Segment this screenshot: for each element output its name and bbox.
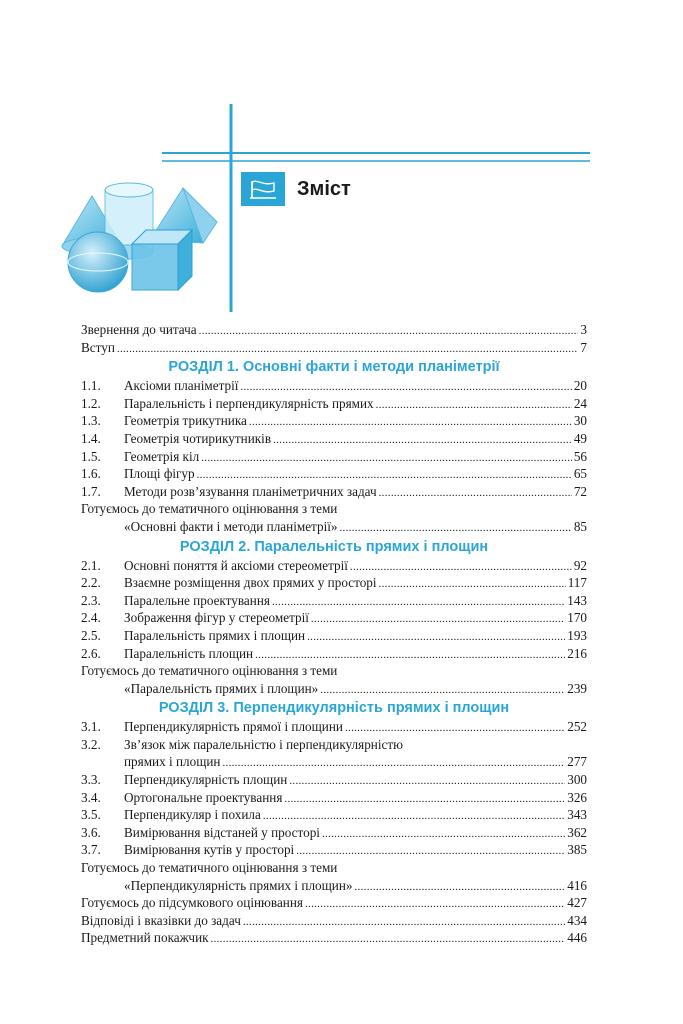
entry-label: Взаємне розміщення двох прямих у просторі [124, 575, 377, 591]
toc-entry[interactable] [81, 789, 587, 807]
dot-leader [243, 914, 565, 932]
entry-label: Паралельність прямих і площин [124, 627, 306, 643]
toc-entry[interactable] [81, 609, 587, 627]
toc-entry[interactable] [81, 395, 587, 413]
dot-leader [355, 879, 566, 897]
entry-label: Перпендикулярність прямої і площини [124, 719, 343, 735]
title-block [241, 172, 351, 206]
toc-entry[interactable] [81, 806, 587, 824]
entry-number: 2.4. [81, 610, 101, 626]
entry-number: 1.5. [81, 448, 101, 464]
page-number: 252 [567, 719, 587, 735]
page-number: 434 [567, 912, 587, 928]
page-number: 56 [573, 448, 587, 464]
page-number: 65 [573, 466, 587, 482]
toc-entry[interactable] [81, 483, 587, 501]
toc-entry[interactable] [81, 377, 587, 395]
dot-leader [322, 826, 565, 844]
entry-label: Готуємось до підсумкового оцінювання [81, 895, 303, 911]
toc-entry[interactable] [81, 736, 587, 754]
dot-leader [249, 414, 572, 432]
dot-leader [376, 397, 572, 415]
page-number: 85 [573, 518, 587, 534]
entry-label: Відповіді і вказівки до задач [81, 912, 241, 928]
entry-number: 1.3. [81, 413, 101, 429]
toc-entry[interactable] [81, 645, 587, 663]
dot-leader [211, 931, 566, 949]
page-number: 49 [573, 430, 587, 446]
dot-leader [379, 576, 566, 594]
entry-number: 1.2. [81, 395, 101, 411]
page-number: 143 [567, 592, 587, 608]
page-number: 427 [567, 895, 587, 911]
toc-entry[interactable] [81, 824, 587, 842]
toc-entry[interactable] [81, 912, 587, 930]
toc-entry[interactable] [81, 321, 587, 339]
page-number: 277 [567, 754, 587, 770]
toc-entry[interactable] [81, 518, 587, 536]
entry-number: 3.2. [81, 736, 101, 752]
section-heading: РОЗДІЛ 3. Перпендикулярність прямих і площин [158, 700, 510, 717]
entry-label: прямих і площин [124, 754, 221, 770]
entry-label: Ортогональне проектування [124, 789, 283, 805]
entry-label: Основні поняття й аксіоми стереометрії [124, 557, 348, 573]
toc-entry[interactable] [81, 894, 587, 912]
entry-label: Зв’язок між паралельністю і перпендикулярністю [124, 736, 403, 752]
section-heading: РОЗДІЛ 1. Основні факти і методи планіметрії [168, 359, 500, 376]
page-number: 343 [567, 807, 587, 823]
entry-number: 2.6. [81, 645, 101, 661]
page-number: 72 [573, 483, 587, 499]
page-number: 3 [580, 322, 587, 337]
entry-label: Паралельність і перпендикулярність прямих [124, 395, 374, 411]
dot-leader [117, 341, 579, 359]
entry-label: Методи розв’язування планіметричних задач [124, 483, 377, 499]
dot-leader [289, 773, 565, 791]
dot-leader [284, 791, 565, 809]
dot-leader [379, 485, 572, 503]
toc-entry[interactable] [81, 465, 587, 483]
dot-leader [273, 432, 572, 450]
entry-label: Зображення фігур у стереометрії [124, 610, 309, 626]
page-title: Зміст [297, 177, 351, 200]
dot-leader [311, 611, 565, 629]
entry-number: 1.6. [81, 466, 101, 482]
toc-entry[interactable] [81, 680, 587, 698]
entry-number: 1.1. [81, 378, 101, 394]
entry-label: «Перпендикулярність прямих і площин» [124, 877, 353, 893]
entry-number: 1.4. [81, 430, 101, 446]
page-number: 7 [580, 339, 587, 355]
dot-leader [350, 559, 572, 577]
entry-label: Площі фігур [124, 466, 195, 482]
entry-number: 2.1. [81, 557, 101, 573]
toc-entry[interactable] [81, 448, 587, 466]
geometric-solids-icon [62, 183, 217, 292]
entry-number: 3.5. [81, 807, 101, 823]
entry-label: «Паралельність прямих і площин» [124, 680, 319, 696]
toc-entry[interactable] [81, 430, 587, 448]
entry-number: 2.5. [81, 627, 101, 643]
toc-entry[interactable] [81, 592, 587, 610]
page-number: 117 [567, 575, 587, 591]
page-number: 193 [567, 627, 587, 643]
entry-label: Перпендикулярність площин [124, 772, 288, 788]
page-number: 24 [573, 395, 587, 411]
entry-label: Вимірювання кутів у просторі [124, 842, 295, 858]
dot-leader [307, 629, 565, 647]
entry-label: Перпендикуляр і похила [124, 807, 261, 823]
entry-label: Готуємось до тематичного оцінювання з теми [81, 860, 338, 876]
entry-label: «Основні факти і методи планіметрії» [124, 518, 338, 534]
entry-label: Аксіоми планіметрії [124, 378, 239, 394]
flag-icon [241, 172, 285, 206]
toc-entry[interactable] [81, 574, 587, 592]
dot-leader [199, 323, 579, 341]
toc-entry[interactable] [81, 841, 587, 859]
page-number: 362 [567, 824, 587, 840]
toc-entry[interactable] [81, 339, 587, 357]
entry-label: Готуємось до тематичного оцінювання з теми [81, 663, 338, 679]
entry-number: 3.6. [81, 824, 101, 840]
entry-label: Звернення до читача [81, 322, 197, 337]
entry-label: Предметний покажчик [81, 930, 209, 946]
page-number: 300 [567, 772, 587, 788]
entry-number: 1.7. [81, 483, 101, 499]
page-number: 385 [567, 842, 587, 858]
page-number: 170 [567, 610, 587, 626]
toc-entry[interactable] [81, 627, 587, 645]
page-number: 326 [567, 789, 587, 805]
page-number: 416 [567, 877, 587, 893]
entry-number: 3.4. [81, 789, 101, 805]
toc-entry[interactable] [81, 662, 587, 680]
toc-entry[interactable] [81, 859, 587, 877]
entry-label: Паралельне проектування [124, 592, 270, 608]
toc-entry[interactable] [81, 718, 587, 736]
entry-label: Геометрія чотирикутників [124, 430, 272, 446]
dot-leader [320, 682, 565, 700]
dot-leader [201, 450, 572, 468]
entry-number: 3.7. [81, 842, 101, 858]
section-heading: РОЗДІЛ 2. Паралельність прямих і площин [179, 538, 489, 555]
header-graphic [0, 0, 683, 320]
entry-label: Вступ [81, 339, 115, 355]
entry-number: 2.3. [81, 592, 101, 608]
toc-entry[interactable] [81, 753, 587, 771]
page-number: 239 [567, 680, 587, 696]
page-number: 30 [573, 413, 587, 429]
dot-leader [272, 594, 565, 612]
page-number: 20 [573, 378, 587, 394]
toc-entry[interactable] [81, 557, 587, 575]
dot-leader [340, 520, 572, 538]
entry-label: Паралельність площин [124, 645, 254, 661]
toc-entry[interactable] [81, 412, 587, 430]
table-of-contents [81, 321, 587, 947]
toc-entry[interactable] [81, 929, 587, 947]
entry-number: 3.1. [81, 719, 101, 735]
entry-label: Готуємось до тематичного оцінювання з теми [81, 501, 338, 517]
page-number: 216 [567, 645, 587, 661]
entry-number: 2.2. [81, 575, 101, 591]
entry-label: Геометрія кіл [124, 448, 200, 464]
toc-entry[interactable] [81, 771, 587, 789]
page-number: 92 [573, 557, 587, 573]
entry-label: Геометрія трикутника [124, 413, 247, 429]
toc-entry[interactable] [81, 877, 587, 895]
entry-number: 3.3. [81, 772, 101, 788]
header [0, 0, 683, 320]
dot-leader [305, 896, 565, 914]
toc-entry[interactable] [81, 500, 587, 518]
page-number: 446 [567, 930, 587, 946]
entry-label: Вимірювання відстаней у просторі [124, 824, 320, 840]
